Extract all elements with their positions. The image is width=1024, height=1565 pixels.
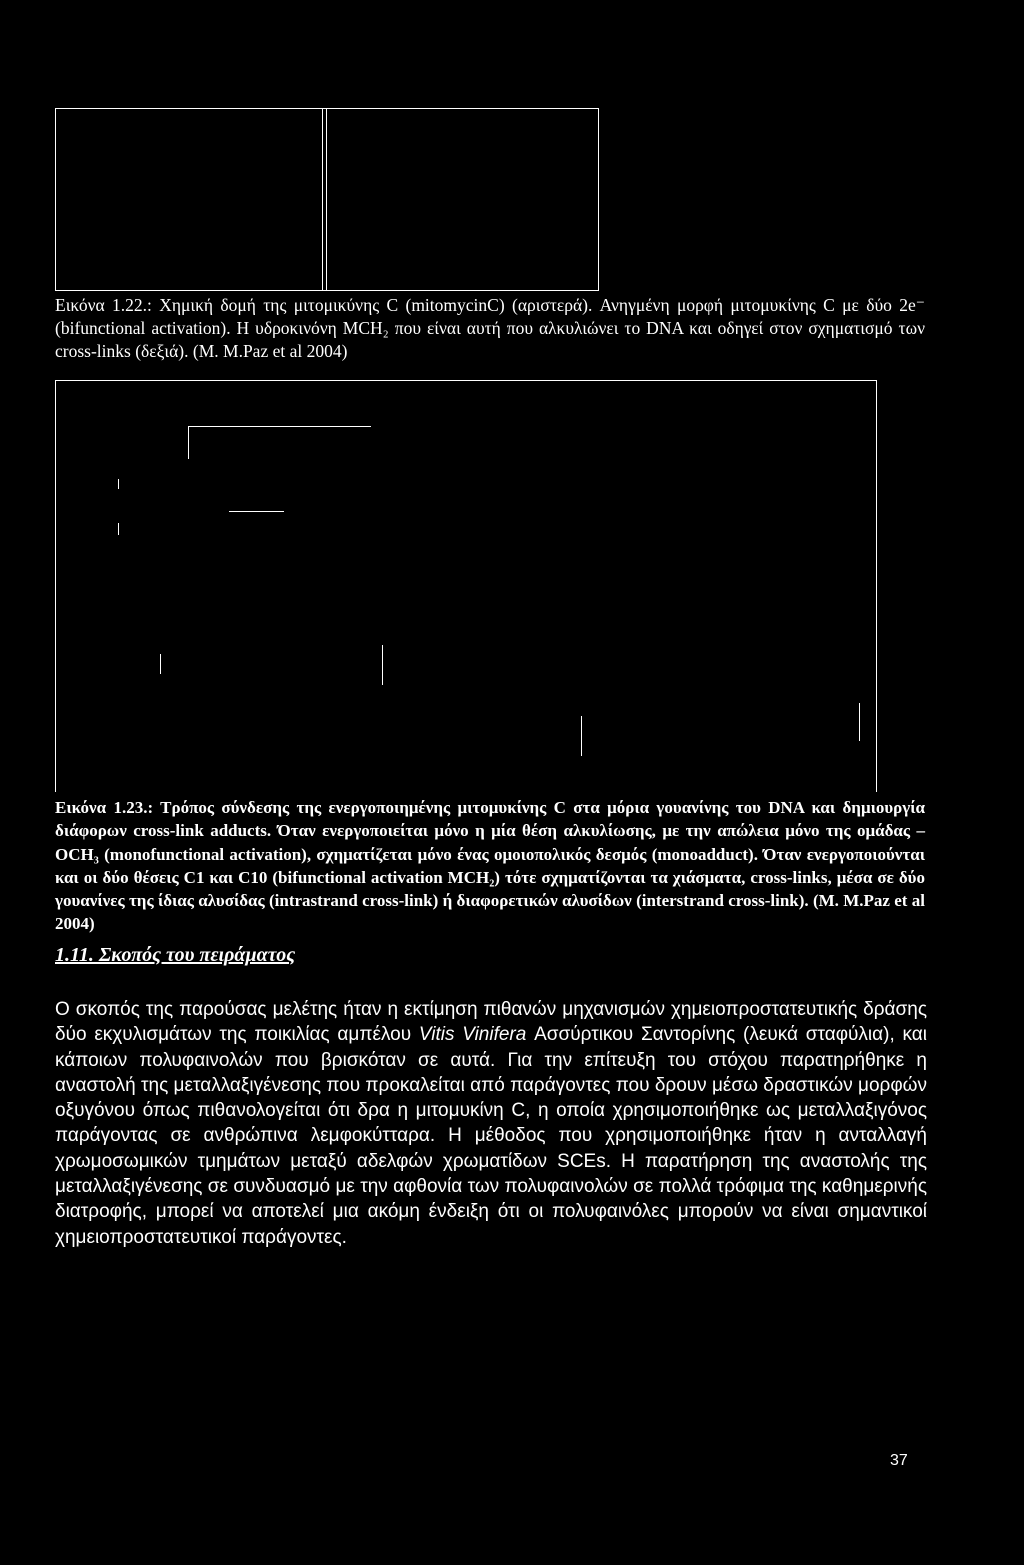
- figure-1-23-stroke: [118, 523, 119, 535]
- figure-1-23-stroke: [859, 703, 860, 741]
- body-text-part2: Ασσύρτικου Σαντορίνης (λευκά σταφύλια), και κάποιων πολυφαινολών που βρισκόταν σε αυτά. Για την επίτευξη του στόχου παρατηρήθηκε η αναστολή της μεταλλαξιγένεσης που προκαλείται από παράγοντες που δρουν μέσω δραστικών μορφών οξυγόνου όπως πιθανολογείται ότι δρα η μιτομυκίνη C, η οποία χρησιμοποιήθηκε ως μεταλλαξιγόνος παράγοντας σε ανθρώπινα λεμφοκύτταρα. Η μέθοδος που χρησιμοποιήθηκε ήταν η ανταλλαγή χρωμοσωμικών τμημάτων μεταξύ αδελφών χρωματίδων SCEs. Η παρατήρηση της αναστολής της μεταλλαξιγένεσης σε συνδυασμό με την αφθονία των πολυφαινολών σε πολλά τρόφιμα της καθημερινής διατροφής, μπορεί να αποτελεί μια ακόμη ένδειξη ότι οι πολυφαινόλες μπορούν να είναι σημαντικοί χημειοπροστατευτικοί παράγοντες.: [55, 1024, 927, 1248]
- figure-1-23-stroke: [581, 716, 582, 756]
- body-text-part1: Ο σκοπός της παρούσας μελέτης ήταν η εκτίμηση πιθανών μηχανισμών χημειοπροστατευτικής δράσης δύο εκχυλισμάτων της ποικιλίας αμπέλου: [55, 999, 927, 1046]
- figure-1-23-stroke: [229, 511, 284, 512]
- figure-1-22-text: Χημική δομή της μιτομικύνης C (mitomycinC) (αριστερά). Ανηγμένη μορφή μιτομυκίνης C με δύο 2e⁻ (bifunctional activation). Η υδροκινόνη MCH₂ που είναι αυτή που αλκυλιώνει το DNA και οδηγεί στον σχηματισμό των cross-links (δεξιά). (M. M.Paz et al 2004): [55, 295, 925, 361]
- section-heading: 1.11. Σκοπός του πειράματος: [55, 944, 296, 966]
- figure-1-23-text: Τρόπος σύνδεσης της ενεργοποιημένης μιτομυκίνης C στα μόρια γουανίνης του DNA και δημιουργία διάφορων cross-link adducts. Όταν ενεργοποιείται μόνο η μία θέση αλκυλίωσης, με την απώλεια μόνο της ομάδας –OCH₃ (monofunctional activation), σχηματίζεται μόνο ένας ομοιοπολικός δεσμός (monoadduct). Όταν ενεργοποιούνται και οι δύο θέσεις C1 και C10 (bifunctional activation MCH₂) τότε σχηματίζονται τα χιάσματα, cross-links, μέσα σε δύο γουανίνες της ίδιας αλυσίδας (intrastrand cross-link) ή διαφορετικών αλυσίδων (interstrand cross-link). (M. M.Paz et al 2004): [55, 798, 925, 934]
- figure-1-23-caption: [55, 796, 925, 936]
- figure-1-22-left-frame: [55, 108, 327, 291]
- figure-1-22-label: Εικόνα 1.22.:: [55, 295, 152, 315]
- figure-1-23-stroke: [160, 654, 161, 674]
- figure-1-22-right-frame: [322, 108, 599, 291]
- body-paragraph: [55, 997, 927, 1250]
- figure-1-23-frame: [55, 380, 877, 792]
- body-text-species: Vitis Vinifera: [418, 1024, 527, 1046]
- figure-1-23-stroke: [188, 426, 189, 459]
- figure-1-23-label: Εικόνα 1.23.:: [55, 798, 154, 817]
- figure-1-23-stroke: [382, 645, 383, 685]
- page-number: 37: [890, 1452, 908, 1469]
- figure-1-23-stroke: [118, 479, 119, 489]
- figure-1-22-caption: [55, 294, 925, 363]
- figure-1-23-stroke: [188, 426, 371, 427]
